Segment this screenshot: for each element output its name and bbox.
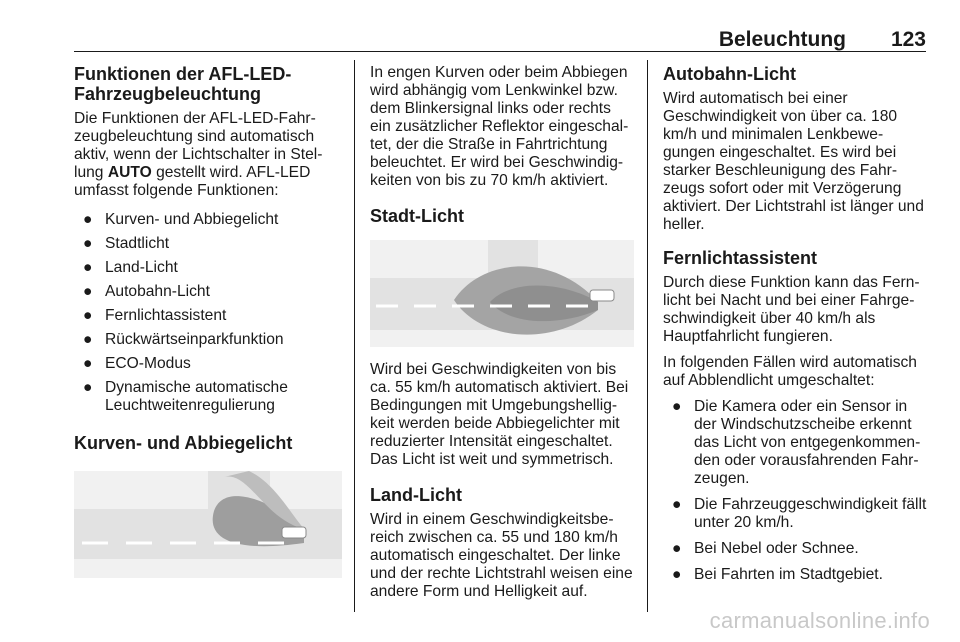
section-title: Beleuchtung (718, 28, 846, 51)
city-light-illustration (370, 240, 634, 347)
heading-afl-functions: Funktionen der AFL-LED-Fahrzeugbeleuchtung (74, 64, 292, 104)
bullet-icon: ● (672, 496, 682, 513)
page-number: 123 (890, 28, 926, 51)
watermark: carmanualsonline.info (709, 608, 930, 633)
column-left (74, 64, 342, 578)
bullet-icon: ● (83, 379, 93, 396)
bullet-icon: ● (83, 283, 93, 300)
bullet-icon: ● (83, 355, 93, 372)
list-item: ● Die Kamera oder ein Sensor in der Windschutzscheibe erkennt das Licht von entgegenkommenden oder vorausfahrenden Fahrzeugen. (672, 398, 921, 487)
auto-keyword: AUTO (107, 164, 152, 181)
list-item: ● Die Fahrzeuggeschwindigkeit fällt unter 20 km/h. (672, 496, 927, 531)
bullet-icon: ● (672, 398, 682, 415)
low-beam-conditions-list (663, 398, 927, 584)
heading-country-light: Land-Licht (370, 485, 462, 505)
function-list (74, 211, 342, 415)
country-light-paragraph: Wird in einem Geschwindigkeitsbereich zwischen ca. 55 und 180 km/h automatisch eingeschaltet. Der linke und der rechte Lichtstrahl weisen eine andere Form und Helligkeit auf. (370, 511, 633, 600)
cornering-paragraph: In engen Kurven oder beim Abbiegen wird abhängig vom Lenkwinkel bzw. dem Blinkersignal links oder rechts ein zusätzlicher Reflektor eingeschaltet, der die Straße in Fahrtrichtung beleuchtet. Er wird bei Geschwindigkeiten von bis zu 70 km/h aktiviert. (370, 64, 629, 189)
page-header (74, 28, 926, 52)
bullet-icon: ● (83, 331, 93, 348)
bullet-icon: ● (83, 211, 93, 228)
list-item: ● ECO-Modus (83, 355, 191, 372)
list-item: ● Autobahn-Licht (83, 283, 210, 300)
heading-cornering-light: Kurven- und Abbiegelicht (74, 433, 293, 453)
motorway-light-paragraph: Wird automatisch bei einer Geschwindigkeit von über ca. 180 km/h und minimalen Lenkbewegungen eingeschaltet. Es wird bei starker Beschleunigung des Fahrzeugs sofort oder mit Verzögerung aktiviert. Der Lichtstrahl ist länger und heller. (663, 90, 924, 233)
list-item: ● Land-Licht (83, 259, 178, 276)
city-light-paragraph: Wird bei Geschwindigkeiten von bis ca. 55 km/h automatisch aktiviert. Bei Bedingungen mit Umgebungshelligkeit werden beide Abbiegelichter mit reduzierter Intensität eingeschaltet. Das Licht ist weit und symmetrisch. (370, 361, 629, 468)
heading-motorway-light: Autobahn-Licht (663, 64, 796, 84)
list-item: ● Stadtlicht (83, 235, 170, 252)
list-item: ● Fernlichtassistent (83, 307, 227, 324)
bullet-icon: ● (83, 235, 93, 252)
column-right (663, 64, 927, 602)
list-item: ● Dynamische automatische Leuchtweitenregulierung (83, 379, 288, 414)
heading-city-light: Stadt-Licht (370, 206, 464, 226)
bullet-icon: ● (672, 540, 682, 557)
column-divider (647, 60, 648, 612)
header-rule (74, 51, 926, 52)
cornering-light-illustration (74, 471, 342, 578)
bullet-icon: ● (83, 307, 93, 324)
column-middle (370, 64, 634, 612)
bullet-icon: ● (83, 259, 93, 276)
bullet-icon: ● (672, 566, 682, 583)
list-item: ● Rückwärtseinparkfunktion (83, 331, 284, 348)
high-beam-conditions-intro: In folgenden Fällen wird automatisch auf Abblendlicht umgeschaltet: (663, 354, 917, 389)
column-divider (354, 60, 355, 612)
heading-high-beam-assist: Fernlichtassistent (663, 248, 818, 268)
list-item: ● Bei Nebel oder Schnee. (672, 540, 859, 557)
list-item: ● Bei Fahrten im Stadtgebiet. (672, 566, 883, 583)
list-item: ● Kurven- und Abbiegelicht (83, 211, 279, 228)
high-beam-paragraph: Durch diese Funktion kann das Fernlicht bei Nacht und bei einer Fahrgeschwindigkeit über 40 km/h als Hauptfahrlicht fungieren. (663, 274, 920, 345)
intro-paragraph: Die Funktionen der AFL-LED-Fahrzeugbeleuchtung sind automatisch aktiv, wenn der Lichtschalter in Stellung AUTO gestellt wird. AFL-LED umfasst folgende Funktionen: (74, 110, 323, 199)
